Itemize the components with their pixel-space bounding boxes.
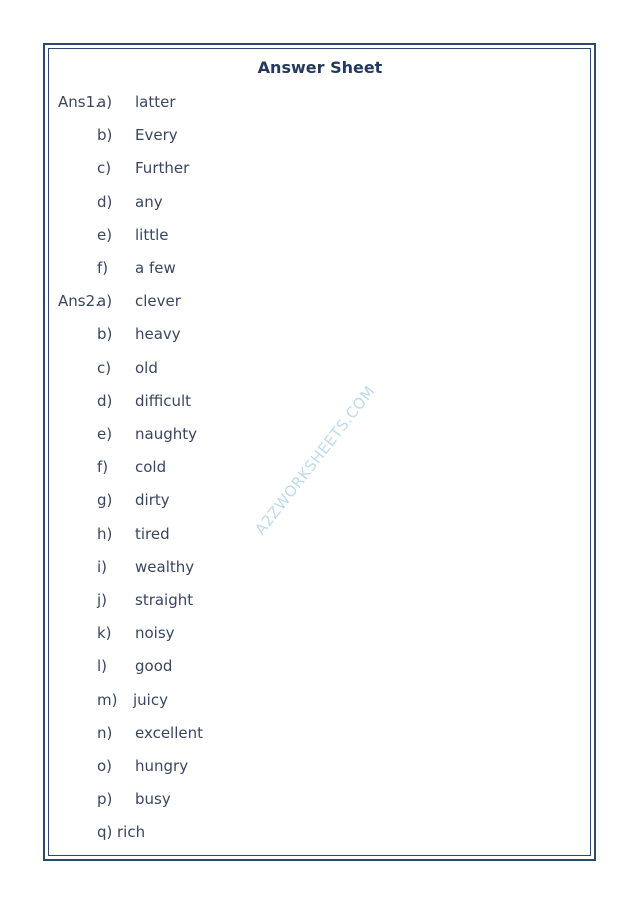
answer-letter: e) — [97, 425, 113, 443]
answer-letter: i) — [97, 558, 108, 576]
answer-letter: c) — [97, 159, 112, 177]
answer-text: Further — [135, 159, 190, 177]
answer-text: rich — [117, 823, 146, 841]
answer-text: naughty — [135, 425, 197, 443]
answer-number: Ans1. — [58, 93, 100, 111]
answer-letter: c) — [97, 359, 112, 377]
answer-text: little — [135, 226, 169, 244]
answer-number: Ans2. — [58, 292, 100, 310]
answer-text: Every — [135, 126, 178, 144]
answer-letter: b) — [97, 126, 113, 144]
answer-text: wealthy — [135, 558, 195, 576]
answer-letter: o) — [97, 757, 113, 775]
answer-letter: a) — [97, 93, 113, 111]
answer-text: tired — [135, 525, 170, 543]
answer-letter: e) — [97, 226, 113, 244]
answer-text: a few — [135, 259, 176, 277]
answer-text: hungry — [135, 757, 189, 775]
answer-text: old — [135, 359, 158, 377]
answer-text: any — [135, 193, 163, 211]
answer-letter: h) — [97, 525, 113, 543]
answer-text: latter — [135, 93, 176, 111]
answer-letter: n) — [97, 724, 113, 742]
answer-text: excellent — [135, 724, 204, 742]
answer-letter: b) — [97, 325, 113, 343]
answer-letter: j) — [97, 591, 108, 609]
answer-letter: f) — [97, 458, 109, 476]
answer-text: clever — [135, 292, 181, 310]
answer-letter: q) — [97, 823, 113, 841]
answer-text: cold — [135, 458, 167, 476]
answer-text: busy — [135, 790, 171, 808]
answer-letter: d) — [97, 392, 113, 410]
answer-text: noisy — [135, 624, 175, 642]
answer-letter: k) — [97, 624, 112, 642]
answer-letter: p) — [97, 790, 113, 808]
answer-text: heavy — [135, 325, 181, 343]
page-title: Answer Sheet — [257, 58, 383, 77]
answer-text: dirty — [135, 491, 170, 509]
answer-text: difficult — [135, 392, 191, 410]
answer-letter: l) — [97, 657, 108, 675]
answer-letter: a) — [97, 292, 113, 310]
answer-letter: d) — [97, 193, 113, 211]
answer-text: good — [135, 657, 173, 675]
answer-letter: m) — [97, 691, 118, 709]
answer-text: juicy — [133, 691, 168, 709]
watermark: A2ZWORKSHEETS.COM — [251, 382, 379, 539]
answer-letter: g) — [97, 491, 113, 509]
answer-letter: f) — [97, 259, 109, 277]
answer-text: straight — [135, 591, 194, 609]
